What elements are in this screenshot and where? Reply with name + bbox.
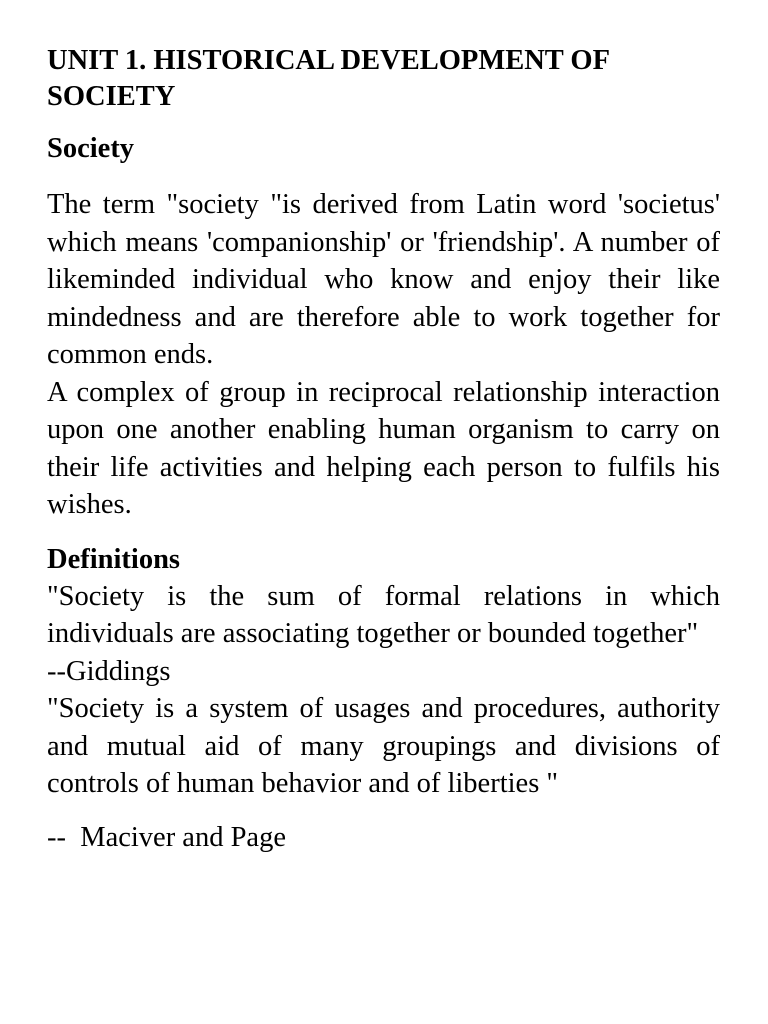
definition-quote-maciver: "Society is a system of usages and procedures, authority and mutual aid of many groupings and divisions of controls of human behavior and of liberties "	[47, 693, 720, 799]
society-paragraph-1: The term "society "is derived from Latin word 'societus' which means 'companionship' or 'friendship'. A number of likeminded individual who know and enjoy their like mindedness and are therefore able to work together for common ends.	[47, 189, 720, 370]
society-heading: Society	[47, 133, 135, 164]
definitions-heading: Definitions	[47, 543, 181, 575]
document-page	[47, 43, 720, 856]
society-paragraph-2: A complex of group in reciprocal relationship interaction upon one another enabling human organism to carry on their life activities and helping each person to fulfils his wishes.	[47, 376, 720, 520]
definition-quote-giddings: "Society is the sum of formal relations in which individuals are associating together or bounded together"	[47, 580, 720, 649]
attribution-maciver-page: -- Maciver and Page	[47, 821, 286, 853]
unit-title: UNIT 1. HISTORICAL DEVELOPMENT OF SOCIETY	[47, 45, 609, 112]
attribution-giddings: --Giddings	[47, 655, 171, 687]
